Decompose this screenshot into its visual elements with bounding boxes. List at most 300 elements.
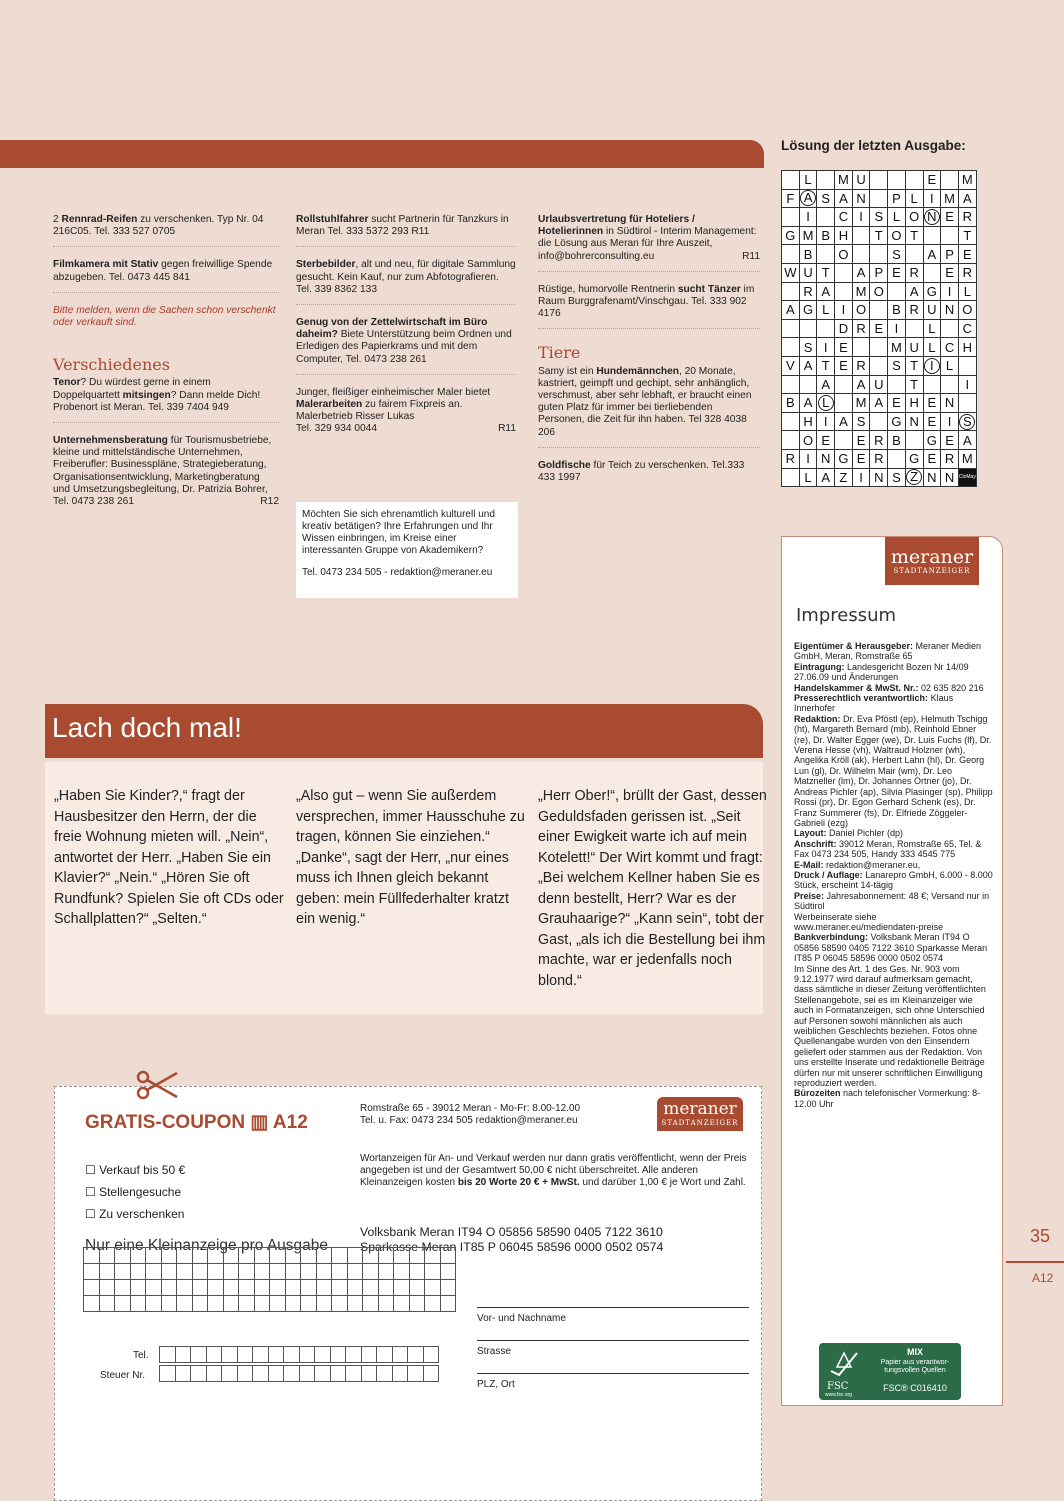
grid-cell[interactable] bbox=[347, 1264, 363, 1280]
crossword-row bbox=[782, 245, 977, 264]
crossword-cell: U bbox=[870, 375, 888, 394]
crossword-cell bbox=[870, 171, 888, 190]
grid-cell[interactable] bbox=[270, 1264, 286, 1280]
grid-cell[interactable] bbox=[284, 1347, 300, 1363]
grid-cell[interactable] bbox=[316, 1264, 332, 1280]
crossword-cell: N bbox=[905, 412, 923, 431]
crossword-cell: P bbox=[888, 189, 906, 208]
crossword-cell: B bbox=[888, 301, 906, 320]
grid-cell[interactable] bbox=[208, 1264, 224, 1280]
crossword-cell: N bbox=[870, 468, 888, 487]
grid-cell[interactable] bbox=[222, 1366, 238, 1382]
grid-cell[interactable] bbox=[146, 1296, 162, 1312]
grid-cell[interactable] bbox=[84, 1248, 100, 1264]
crossword-cell: E bbox=[852, 449, 870, 468]
classifieds-column-3 bbox=[538, 214, 760, 504]
crossword-cell: F bbox=[782, 189, 800, 208]
tel-label: Tel. bbox=[133, 1350, 149, 1361]
crossword-cell bbox=[888, 449, 906, 468]
grid-cell[interactable] bbox=[394, 1296, 410, 1312]
crossword-cell bbox=[905, 431, 923, 450]
crossword-row bbox=[782, 431, 977, 450]
crossword-cell: V bbox=[782, 356, 800, 375]
grid-cell[interactable] bbox=[346, 1347, 362, 1363]
grid-cell[interactable] bbox=[268, 1366, 284, 1382]
grid-cell[interactable] bbox=[177, 1248, 193, 1264]
grid-cell[interactable] bbox=[270, 1280, 286, 1296]
grid-cell[interactable] bbox=[425, 1280, 441, 1296]
crossword-cell: R bbox=[941, 449, 959, 468]
crossword-cell bbox=[782, 338, 800, 357]
grid-cell[interactable] bbox=[206, 1366, 222, 1382]
impressum-text bbox=[794, 641, 994, 1109]
coupon-rules: Wortanzeigen für An- und Verkauf werden nur dann gratis veröffentlicht, wenn der Preis angegeben ist und der Gesamtwert 50,00 € nicht überschreitet. Alle anderen Kleinanzeigen kosten bis 20 Worte 20 € + MwSt. und darüber 1,00 € je Wort und Zahl. bbox=[360, 1153, 747, 1188]
grid-cell[interactable] bbox=[161, 1280, 177, 1296]
crossword-cell: I bbox=[817, 412, 835, 431]
grid-cell[interactable] bbox=[378, 1280, 394, 1296]
name-line[interactable] bbox=[477, 1307, 749, 1308]
crossword-cell: G bbox=[835, 449, 853, 468]
volunteer-box bbox=[296, 502, 518, 598]
impressum-line: Handelskammer & MwSt. Nr.: 02 635 820 216 bbox=[794, 682, 984, 693]
crossword-cell bbox=[905, 245, 923, 264]
crossword-cell: E bbox=[941, 431, 959, 450]
crossword-cell: B bbox=[799, 245, 817, 264]
crossword-cell: U bbox=[852, 171, 870, 190]
crossword-cell: T bbox=[958, 226, 976, 245]
crossword-cell bbox=[941, 319, 959, 338]
grid-cell[interactable] bbox=[84, 1264, 100, 1280]
grid-cell[interactable] bbox=[239, 1264, 255, 1280]
grid-cell[interactable] bbox=[206, 1347, 222, 1363]
grid-cell[interactable] bbox=[223, 1296, 239, 1312]
crossword-cell bbox=[870, 189, 888, 208]
grid-cell[interactable] bbox=[284, 1366, 300, 1382]
classifieds-column-2 bbox=[296, 214, 516, 456]
grid-cell[interactable] bbox=[316, 1280, 332, 1296]
grid-cell[interactable] bbox=[84, 1296, 100, 1312]
grid-cell[interactable] bbox=[347, 1296, 363, 1312]
grid-cell[interactable] bbox=[423, 1347, 439, 1363]
crossword-cell: E bbox=[941, 208, 959, 227]
tax-grid[interactable] bbox=[159, 1365, 439, 1382]
street-label: Strasse bbox=[477, 1346, 511, 1357]
city-line[interactable] bbox=[477, 1373, 749, 1374]
grid-cell[interactable] bbox=[99, 1280, 115, 1296]
grid-cell[interactable] bbox=[115, 1248, 131, 1264]
grid-cell[interactable] bbox=[270, 1296, 286, 1312]
crossword-cell: L bbox=[799, 468, 817, 487]
grid-cell[interactable] bbox=[191, 1347, 207, 1363]
grid-cell[interactable] bbox=[394, 1264, 410, 1280]
grid-cell[interactable] bbox=[363, 1264, 379, 1280]
crossword-cell: O bbox=[799, 431, 817, 450]
crossword-cell: G bbox=[888, 412, 906, 431]
crossword-cell: L bbox=[958, 282, 976, 301]
grid-cell[interactable] bbox=[99, 1264, 115, 1280]
crossword-cell bbox=[941, 226, 959, 245]
crossword-cell bbox=[817, 208, 835, 227]
crossword-row bbox=[782, 412, 977, 431]
crossword-cell: S bbox=[817, 189, 835, 208]
option-stellengesuche[interactable]: ☐ Stellengesuche bbox=[85, 1185, 182, 1199]
volunteer-contact: Tel. 0473 234 505 - redaktion@meraner.eu bbox=[302, 567, 493, 578]
crossword-cell bbox=[923, 226, 941, 245]
crossword-cell: T bbox=[905, 356, 923, 375]
crossword-cell: C bbox=[941, 338, 959, 357]
grid-cell[interactable] bbox=[425, 1296, 441, 1312]
crossword-cell: S bbox=[958, 412, 976, 431]
grid-cell[interactable] bbox=[378, 1248, 394, 1264]
crossword-cell: T bbox=[905, 226, 923, 245]
crossword-cell: A bbox=[817, 282, 835, 301]
page-number: 35 bbox=[1030, 1226, 1051, 1246]
grid-cell[interactable] bbox=[408, 1347, 424, 1363]
crossword-cell: R bbox=[782, 449, 800, 468]
text-entry-grid[interactable] bbox=[83, 1247, 456, 1312]
grid-cell[interactable] bbox=[301, 1264, 317, 1280]
grid-cell[interactable] bbox=[409, 1280, 425, 1296]
crossword-cell: S bbox=[888, 245, 906, 264]
grid-cell[interactable] bbox=[394, 1248, 410, 1264]
crossword-cell: L bbox=[888, 208, 906, 227]
grid-cell[interactable] bbox=[363, 1296, 379, 1312]
grid-cell[interactable] bbox=[115, 1280, 131, 1296]
crossword-cell: R bbox=[852, 319, 870, 338]
tel-grid[interactable] bbox=[159, 1346, 439, 1363]
grid-cell[interactable] bbox=[161, 1296, 177, 1312]
crossword-cell: U bbox=[799, 263, 817, 282]
crossword-cell: B bbox=[782, 394, 800, 413]
grid-cell[interactable] bbox=[160, 1347, 176, 1363]
grid-cell[interactable] bbox=[285, 1248, 301, 1264]
crossword-cell bbox=[870, 412, 888, 431]
crossword-cell: R bbox=[958, 263, 976, 282]
coupon-title: GRATIS-COUPON ▥ A12 bbox=[85, 1112, 308, 1133]
grid-cell[interactable] bbox=[223, 1264, 239, 1280]
crossword-cell bbox=[782, 319, 800, 338]
grid-cell[interactable] bbox=[363, 1280, 379, 1296]
grid-cell[interactable] bbox=[239, 1248, 255, 1264]
crossword-cell: L bbox=[817, 394, 835, 413]
joke-1: „Haben Sie Kinder?,“ fragt der Hausbesitzer den Herrn, der die freie Wohnung mieten will. „Nein“, antwortet der Herr. „Haben Sie ein Klavier?“ „Nein.“ „Hören Sie oft Rundfunk? Spielen Sie oft CDs oder Schallplatten?“ „Selten.“ bbox=[54, 788, 284, 927]
crossword-cell: O bbox=[870, 282, 888, 301]
crossword-cell: R bbox=[905, 263, 923, 282]
crossword-solution bbox=[781, 170, 977, 487]
classifieds-header-band bbox=[0, 140, 764, 168]
crossword-cell: A bbox=[923, 245, 941, 264]
crossword-cell: E bbox=[870, 319, 888, 338]
grid-cell[interactable] bbox=[378, 1264, 394, 1280]
ad-unternehmensberatung: Unternehmensberatung für Tourismusbetriebe, kleine und mittelständische Unternehmen, Freiberufler: Businesspläne, Strategieberatung, Organisationsentwicklung, Marketingberatung und Umsetzungsbegleitung, Dr. Patrizia Bohrer, Tel. 0473 238 261 R12 bbox=[53, 435, 279, 508]
tax-label: Steuer Nr. bbox=[100, 1370, 146, 1381]
ad-rollstuhlfahrer: Rollstuhlfahrer sucht Partnerin für Tanzkurs in Meran Tel. 333 5372 293 R11 bbox=[296, 214, 516, 247]
crossword-cell: L bbox=[923, 319, 941, 338]
grid-cell[interactable] bbox=[253, 1347, 269, 1363]
grid-cell[interactable] bbox=[239, 1296, 255, 1312]
crossword-cell: A bbox=[782, 301, 800, 320]
newspaper-icon: ▥ bbox=[250, 1112, 269, 1133]
crossword-cell: E bbox=[923, 449, 941, 468]
impressum-line: Druck / Auflage: Lanarepro GmbH, 6.000 - 8.000 Stück, erscheint 14-tägig bbox=[794, 869, 993, 891]
crossword-cell: I bbox=[941, 282, 959, 301]
crossword-cell: I bbox=[817, 338, 835, 357]
grid-cell[interactable] bbox=[423, 1366, 439, 1382]
grid-cell[interactable] bbox=[332, 1264, 348, 1280]
crossword-row bbox=[782, 375, 977, 394]
issue-code: A12 bbox=[1032, 1271, 1054, 1285]
coupon-options bbox=[85, 1159, 185, 1225]
grid-cell[interactable] bbox=[299, 1366, 315, 1382]
crossword-cell: E bbox=[852, 431, 870, 450]
grid-cell[interactable] bbox=[347, 1280, 363, 1296]
grid-cell[interactable] bbox=[301, 1280, 317, 1296]
crossword-cell bbox=[852, 226, 870, 245]
crossword-cell: H bbox=[905, 394, 923, 413]
crossword-cell bbox=[958, 356, 976, 375]
impressum-line: Anschrift: 39012 Meran, Romstraße 65, Tel. & Fax 0473 234 505, Handy 333 4545 775 bbox=[794, 838, 982, 860]
grid-cell[interactable] bbox=[254, 1264, 270, 1280]
crossword-cell: A bbox=[799, 356, 817, 375]
crossword-cell: M bbox=[941, 189, 959, 208]
grid-cell[interactable] bbox=[440, 1248, 456, 1264]
grid-cell[interactable] bbox=[130, 1248, 146, 1264]
crossword-cell: M bbox=[835, 171, 853, 190]
grid-cell[interactable] bbox=[301, 1248, 317, 1264]
grid-cell[interactable] bbox=[237, 1347, 253, 1363]
grid-cell[interactable] bbox=[394, 1280, 410, 1296]
grid-cell[interactable] bbox=[425, 1264, 441, 1280]
crossword-cell bbox=[905, 171, 923, 190]
crossword-cell: O bbox=[835, 245, 853, 264]
crossword-cell: N bbox=[941, 468, 959, 487]
grid-cell[interactable] bbox=[332, 1296, 348, 1312]
section-verschiedenes: Verschiedenes bbox=[53, 355, 170, 375]
grid-cell[interactable] bbox=[409, 1296, 425, 1312]
grid-cell[interactable] bbox=[177, 1296, 193, 1312]
grid-cell[interactable] bbox=[392, 1347, 408, 1363]
crossword-cell: S bbox=[888, 356, 906, 375]
crossword-cell: B bbox=[817, 226, 835, 245]
crossword-cell: L bbox=[817, 301, 835, 320]
crossword-cell bbox=[817, 171, 835, 190]
crossword-cell: I bbox=[852, 208, 870, 227]
crossword-cell: Z bbox=[905, 468, 923, 487]
grid-cell[interactable] bbox=[270, 1248, 286, 1264]
grid-cell[interactable] bbox=[377, 1347, 393, 1363]
grid-cell[interactable] bbox=[378, 1296, 394, 1312]
crossword-cell: M bbox=[852, 282, 870, 301]
crossword-cell: E bbox=[835, 338, 853, 357]
grid-cell[interactable] bbox=[332, 1280, 348, 1296]
grid-cell[interactable] bbox=[285, 1280, 301, 1296]
grid-cell[interactable] bbox=[347, 1248, 363, 1264]
crossword-cell: A bbox=[835, 412, 853, 431]
crossword-cell: G bbox=[923, 431, 941, 450]
crossword-cell: S bbox=[870, 208, 888, 227]
crossword-cell bbox=[852, 245, 870, 264]
grid-cell[interactable] bbox=[146, 1264, 162, 1280]
crossword-cell bbox=[782, 431, 800, 450]
grid-cell[interactable] bbox=[146, 1280, 162, 1296]
section-tiere: Tiere bbox=[538, 343, 581, 363]
grid-cell[interactable] bbox=[425, 1248, 441, 1264]
grid-cell[interactable] bbox=[268, 1347, 284, 1363]
grid-cell[interactable] bbox=[130, 1296, 146, 1312]
crossword-cell: M bbox=[852, 394, 870, 413]
grid-cell[interactable] bbox=[316, 1248, 332, 1264]
grid-cell[interactable] bbox=[254, 1296, 270, 1312]
grid-cell[interactable] bbox=[160, 1366, 176, 1382]
grid-cell[interactable] bbox=[175, 1366, 191, 1382]
grid-cell[interactable] bbox=[315, 1366, 331, 1382]
option-verschenken[interactable]: ☐ Zu verschenken bbox=[85, 1207, 185, 1221]
crossword-cell: R bbox=[870, 431, 888, 450]
street-line[interactable] bbox=[477, 1340, 749, 1341]
grid-cell[interactable] bbox=[84, 1280, 100, 1296]
crossword-cell bbox=[888, 282, 906, 301]
grid-cell[interactable] bbox=[440, 1296, 456, 1312]
grid-cell[interactable] bbox=[130, 1280, 146, 1296]
grid-cell[interactable] bbox=[239, 1280, 255, 1296]
grid-cell[interactable] bbox=[192, 1248, 208, 1264]
crossword-cell: R bbox=[799, 282, 817, 301]
impressum-line: Eigentümer & Herausgeber: Meraner Medien GmbH, Meran, Romstraße 65 bbox=[794, 641, 982, 662]
grid-cell[interactable] bbox=[208, 1248, 224, 1264]
impressum-line: Bankverbindung: Volksbank Meran IT94 O 05856 58590 0405 7122 3610 Sparkasse Meran IT85 P 06045 58596 0000 0502 0574 bbox=[794, 932, 988, 964]
grid-cell[interactable] bbox=[161, 1248, 177, 1264]
grid-cell[interactable] bbox=[146, 1248, 162, 1264]
grid-cell[interactable] bbox=[332, 1248, 348, 1264]
crossword-cell: N bbox=[817, 449, 835, 468]
grid-cell[interactable] bbox=[223, 1280, 239, 1296]
crossword-cell bbox=[782, 245, 800, 264]
crossword-cell bbox=[799, 319, 817, 338]
crossword-cell bbox=[782, 171, 800, 190]
impressum-line: Preise: Jahresabonnement: 48 €; Versand nur in Südtirol bbox=[794, 890, 990, 912]
crossword-cell: A bbox=[852, 263, 870, 282]
grid-cell[interactable] bbox=[115, 1264, 131, 1280]
crossword-cell bbox=[782, 208, 800, 227]
crossword-cell bbox=[958, 394, 976, 413]
grid-cell[interactable] bbox=[192, 1296, 208, 1312]
crossword-row bbox=[782, 338, 977, 357]
crossword-cell bbox=[870, 338, 888, 357]
impressum-line: Layout: Daniel Pichler (dp) bbox=[794, 828, 904, 839]
crossword-cell: E bbox=[923, 394, 941, 413]
grid-cell[interactable] bbox=[192, 1264, 208, 1280]
grid-cell[interactable] bbox=[346, 1366, 362, 1382]
crossword-cell: U bbox=[923, 301, 941, 320]
grid-cell[interactable] bbox=[115, 1296, 131, 1312]
crossword-cell bbox=[799, 375, 817, 394]
fsc-site: www.fsc.org bbox=[825, 1392, 852, 1398]
option-verkauf[interactable]: ☐ Verkauf bis 50 € bbox=[85, 1163, 186, 1177]
fsc-logo-text: FSC bbox=[827, 1381, 849, 1392]
crossword-row bbox=[782, 189, 977, 208]
grid-cell[interactable] bbox=[192, 1280, 208, 1296]
grid-cell[interactable] bbox=[175, 1347, 191, 1363]
grid-cell[interactable] bbox=[330, 1366, 346, 1382]
crossword-cell bbox=[923, 263, 941, 282]
crossword-cell: N bbox=[941, 394, 959, 413]
grid-cell[interactable] bbox=[161, 1264, 177, 1280]
grid-cell[interactable] bbox=[377, 1366, 393, 1382]
grid-cell[interactable] bbox=[315, 1347, 331, 1363]
crossword-cell: L bbox=[905, 189, 923, 208]
fsc-badge bbox=[819, 1343, 961, 1400]
grid-cell[interactable] bbox=[177, 1280, 193, 1296]
crossword-cell: G bbox=[799, 301, 817, 320]
grid-cell[interactable] bbox=[177, 1264, 193, 1280]
crossword-row bbox=[782, 319, 977, 338]
grid-cell[interactable] bbox=[99, 1296, 115, 1312]
city-label: PLZ, Ort bbox=[477, 1379, 515, 1390]
grid-cell[interactable] bbox=[285, 1264, 301, 1280]
grid-cell[interactable] bbox=[316, 1296, 332, 1312]
ad-filmkamera: Filmkamera mit Stativ gegen freiwillige Spende abzugeben. Tel. 0473 445 841 bbox=[53, 259, 279, 292]
grid-cell[interactable] bbox=[440, 1280, 456, 1296]
ad-tenor: Tenor? Du würdest gerne in einem Doppelquartett mitsingen? Dann melde Dich! Probenort ist Meran. Tel. 339 7404 949 bbox=[53, 377, 279, 423]
jokes-title: Lach doch mal! bbox=[52, 712, 242, 743]
grid-cell[interactable] bbox=[363, 1248, 379, 1264]
crossword-cell: E bbox=[817, 431, 835, 450]
crossword-cell: A bbox=[817, 468, 835, 487]
grid-cell[interactable] bbox=[408, 1366, 424, 1382]
crossword-cell bbox=[817, 319, 835, 338]
crossword-cell bbox=[817, 245, 835, 264]
grid-cell[interactable] bbox=[99, 1248, 115, 1264]
crossword-cell: T bbox=[817, 263, 835, 282]
crossword-cell: A bbox=[817, 375, 835, 394]
grid-cell[interactable] bbox=[299, 1347, 315, 1363]
grid-cell[interactable] bbox=[361, 1366, 377, 1382]
grid-cell[interactable] bbox=[392, 1366, 408, 1382]
grid-cell[interactable] bbox=[409, 1248, 425, 1264]
crossword-cell: M bbox=[888, 338, 906, 357]
crossword-cell bbox=[941, 375, 959, 394]
grid-cell[interactable] bbox=[237, 1366, 253, 1382]
grid-cell[interactable] bbox=[130, 1264, 146, 1280]
grid-cell[interactable] bbox=[191, 1366, 207, 1382]
grid-cell[interactable] bbox=[285, 1296, 301, 1312]
grid-cell[interactable] bbox=[223, 1248, 239, 1264]
grid-cell[interactable] bbox=[253, 1366, 269, 1382]
grid-cell[interactable] bbox=[222, 1347, 238, 1363]
crossword-cell: L bbox=[799, 171, 817, 190]
grid-cell[interactable] bbox=[254, 1248, 270, 1264]
grid-cell[interactable] bbox=[208, 1280, 224, 1296]
grid-cell[interactable] bbox=[208, 1296, 224, 1312]
crossword-cell bbox=[835, 282, 853, 301]
crossword-cell: I bbox=[958, 375, 976, 394]
grid-cell[interactable] bbox=[330, 1347, 346, 1363]
crossword-cell: U bbox=[905, 338, 923, 357]
crossword-cell: Z bbox=[835, 468, 853, 487]
grid-cell[interactable] bbox=[361, 1347, 377, 1363]
grid-cell[interactable] bbox=[301, 1296, 317, 1312]
crossword-row bbox=[782, 468, 977, 487]
grid-cell[interactable] bbox=[409, 1264, 425, 1280]
crossword-row bbox=[782, 356, 977, 375]
crossword-cell: H bbox=[835, 226, 853, 245]
grid-cell[interactable] bbox=[254, 1280, 270, 1296]
crossword-cell: N bbox=[941, 301, 959, 320]
crossword-cell: I bbox=[799, 449, 817, 468]
grid-cell[interactable] bbox=[440, 1264, 456, 1280]
crossword-cell: A bbox=[958, 189, 976, 208]
impressum-title: Impressum bbox=[796, 605, 897, 626]
